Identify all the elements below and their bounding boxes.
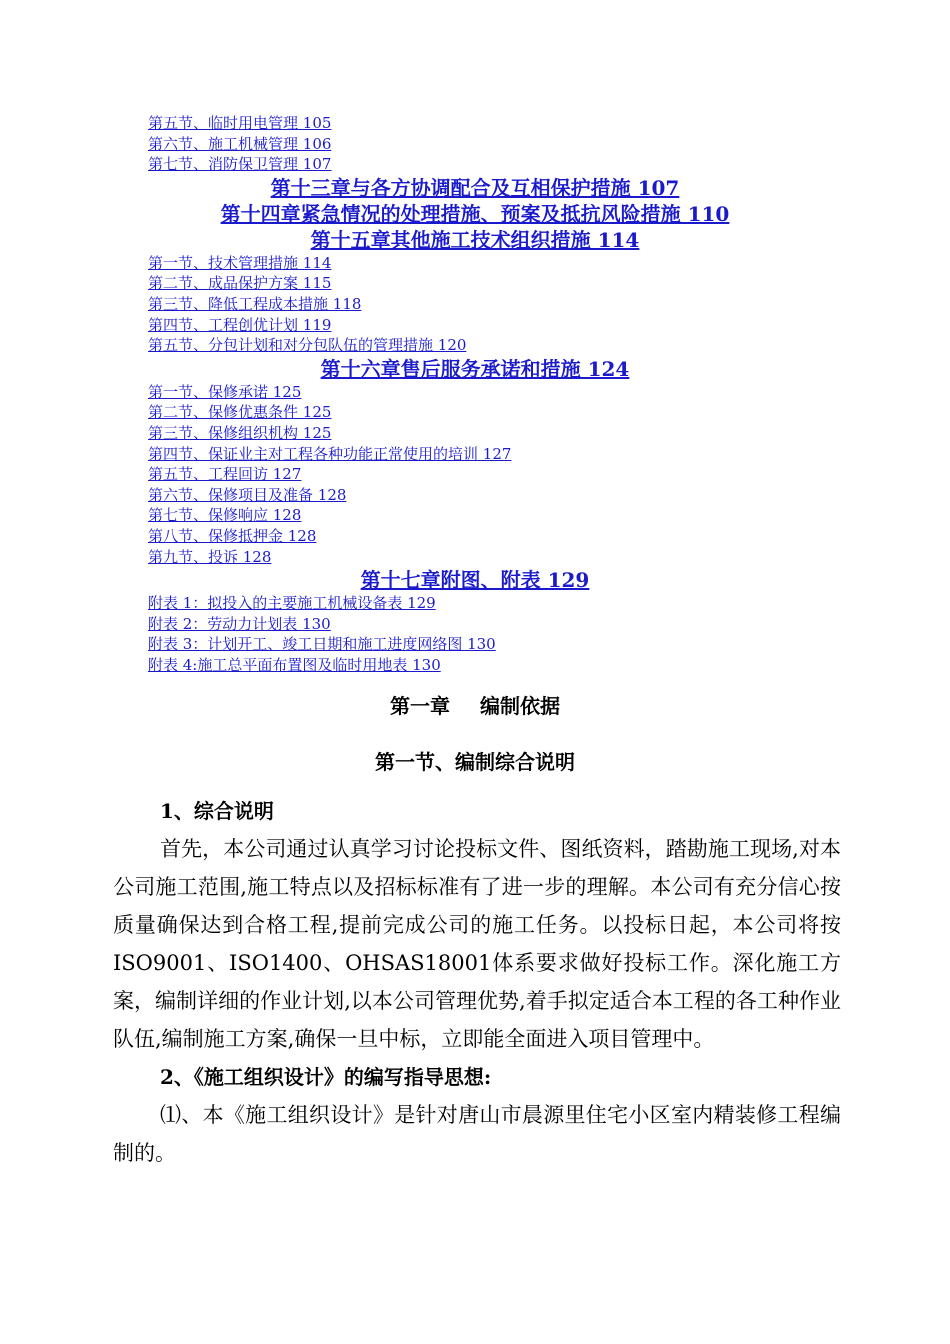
toc-entry-section[interactable]: 第五节、分包计划和对分包队伍的管理措施 120 bbox=[148, 336, 467, 355]
document-body bbox=[0, 688, 950, 1172]
toc-entry-section[interactable]: 第四节、保证业主对工程各种功能正常使用的培训 127 bbox=[148, 444, 512, 463]
paragraph-guiding-principles: ⑴、本《施工组织设计》是针对唐山市晨源里住宅小区室内精装修工程编制的。 bbox=[113, 1103, 841, 1165]
toc-entry-chapter[interactable]: 第十七章附图、附表 129 bbox=[360, 568, 590, 593]
chapter-number: 第一章 bbox=[390, 694, 450, 718]
toc-entry-section[interactable]: 第一节、技术管理措施 114 bbox=[148, 253, 332, 272]
toc-entry-section[interactable]: 第七节、保修响应 128 bbox=[148, 506, 302, 525]
toc-entry-section[interactable]: 第二节、成品保护方案 115 bbox=[148, 274, 332, 293]
toc-entry-section[interactable]: 附表 2：劳动力计划表 130 bbox=[148, 614, 331, 633]
paragraph-overview: 首先，本公司通过认真学习讨论投标文件、图纸资料，踏勘施工现场,对本公司施工范围,施工特点以及招标标准有了进一步的理解。本公司有充分信心按质量确保达到合格工程,提前完成公司的施工任务。以投标日起，本公司将按ISO9001、ISO1400、OHSAS18001体系要求做好投标工作。深化施工方案，编制详细的作业计划,以本公司管理优势,着手拟定适合本工程的各工种作业队伍,编制施工方案,确保一旦中标，立即能全面进入项目管理中。 bbox=[113, 837, 841, 1051]
toc-entry-section[interactable]: 附表 3：计划开工、竣工日期和施工进度网络图 130 bbox=[148, 635, 496, 654]
table-of-contents bbox=[0, 113, 950, 675]
toc-entry-chapter[interactable]: 第十五章其他施工技术组织措施 114 bbox=[310, 227, 640, 252]
toc-entry-section[interactable]: 第九节、投诉 128 bbox=[148, 547, 272, 566]
section-title: 第一节、编制综合说明 bbox=[375, 750, 575, 774]
toc-entry-chapter[interactable]: 第十三章与各方协调配合及互相保护措施 107 bbox=[270, 175, 680, 200]
toc-entry-section[interactable]: 第八节、保修抵押金 128 bbox=[148, 526, 317, 545]
toc-entry-chapter[interactable]: 第十六章售后服务承诺和措施 124 bbox=[320, 356, 630, 381]
toc-entry-section[interactable]: 第七节、消防保卫管理 107 bbox=[148, 155, 332, 174]
toc-entry-section[interactable]: 第二节、保修优惠条件 125 bbox=[148, 403, 332, 422]
toc-entry-section[interactable]: 第一节、保修承诺 125 bbox=[148, 382, 302, 401]
toc-entry-section[interactable]: 第五节、临时用电管理 105 bbox=[148, 114, 332, 132]
toc-entry-section[interactable]: 第六节、施工机械管理 106 bbox=[148, 134, 332, 153]
toc-entry-section[interactable]: 第三节、降低工程成本措施 118 bbox=[148, 294, 362, 313]
subheading-overview: 1、综合说明 bbox=[160, 799, 274, 823]
toc-entry-section[interactable]: 第三节、保修组织机构 125 bbox=[148, 423, 332, 442]
toc-entry-section[interactable]: 第五节、工程回访 127 bbox=[148, 465, 302, 484]
chapter-title bbox=[0, 688, 950, 724]
toc-entry-section[interactable]: 附表 1：拟投入的主要施工机械设备表 129 bbox=[148, 594, 436, 613]
subheading-guiding-principles: 2、《施工组织设计》的编写指导思想: bbox=[160, 1065, 492, 1089]
toc-entry-chapter[interactable]: 第十四章紧急情况的处理措施、预案及抵抗风险措施 110 bbox=[220, 201, 730, 226]
chapter-name: 编制依据 bbox=[480, 694, 560, 718]
toc-entry-section[interactable]: 第六节、保修项目及准备 128 bbox=[148, 485, 347, 504]
toc-entry-section[interactable]: 附表 4:施工总平面布置图及临时用地表 130 bbox=[148, 655, 441, 674]
toc-entry-section[interactable]: 第四节、工程创优计划 119 bbox=[148, 315, 332, 334]
